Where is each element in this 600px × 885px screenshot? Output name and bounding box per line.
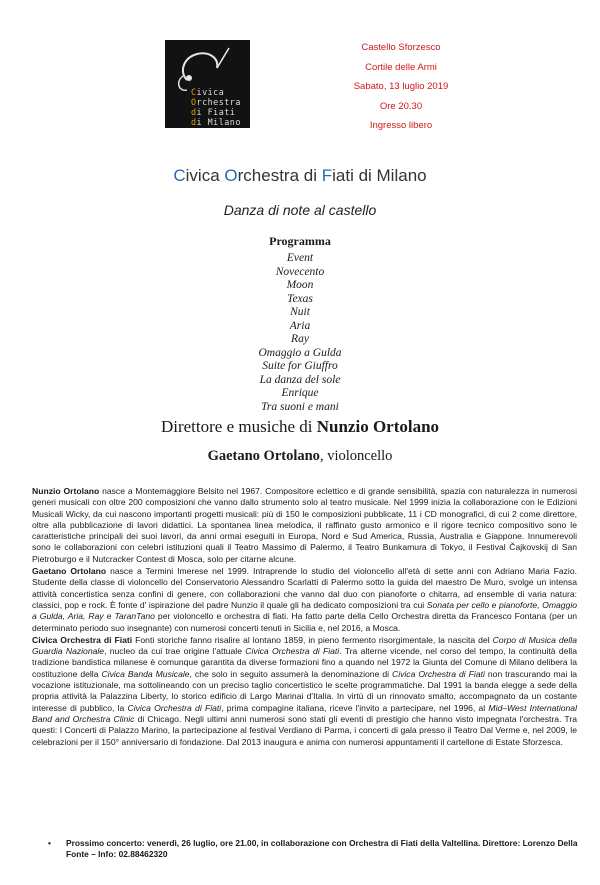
program-list: [0, 252, 600, 414]
page-title: Civica Orchestra di Fiati di Milano: [173, 166, 427, 185]
event-date: Sabato, 13 luglio 2019: [353, 81, 449, 92]
program-item: Aria: [289, 319, 311, 332]
program-item: Suite for Giuffro: [262, 360, 338, 372]
cellist-line: Gaetano Ortolano, violoncello: [207, 448, 393, 464]
program-item: Event: [286, 252, 314, 264]
page-subtitle: Danza di note al castello: [223, 202, 377, 218]
program-item: Ray: [291, 333, 309, 345]
event-entry: Ingresso libero: [369, 120, 433, 131]
bio-orchestra: Civica Orchestra di Fiati Fonti storiche fanno risalire al lontano 1859, in pieno fermento risorgimentale, la nascita del Corpo di Musica della Guardia Nazionale, nucleo da cui trae origine l'attuale Civica Orchestra di Fiati. Tra alterne vicende, nel corso del tempo, la continuità della tradizione bandistica milanese è comunque garantita da diverse formazioni fino a quando nel 1972 la Giunta del Comune di Milano delibera la costituzione della Civica Banda Musicale, che solo in seguito assumerà la denominazione di Civica Orchestra di Fiati non trascurando mai la vocazione istituzionale, ma sottolineando con un preciso taglio concertistico le scelte programmatiche. Dal 1991 la banda elegge a sede della propria attività la Palazzina Liberty, lo storico edificio di Largo Marinai d'Italia. In virtù di un rinnovato smalto, accompagnato da un costante interesse di pubblico, la Civica Orchestra di Fiati, prima compagine italiana, riceve l'invito a partecipare, nel 1996, al Mid–West International Band and Orchestra Clinic di Chicago. Negli ultimi anni numerosi sono stati gli eventi di prestigio che hanno visto impegnata l'orchestra. Tra questi: I Concerti di Palazzo Marino, la partecipazione al festival Verdiano di Parma, i concerti di gala presso il Teatro Dal Verme e, nel 2009, le celebrazioni per il 150° anniversario di fondazione. Dal 2013 inaugura e anima con numerosi appuntamenti il cartellone di Estate Sforzesca.: [32, 634, 578, 747]
director-line: Direttore e musiche di Nunzio Ortolano: [160, 417, 440, 436]
program-item: Tra suoni e mani: [261, 400, 339, 413]
program-item: Novecento: [275, 265, 325, 278]
program-item: Omaggio a Gulda: [258, 346, 342, 359]
director-name: Nunzio Ortolano: [316, 417, 440, 436]
program-item: Nuit: [290, 306, 310, 318]
bio-gaetano: Gaetano Ortolano nasce a Termini Imerese nel 1999. Intraprende lo studio del violoncello all'età di sette anni con Adriano Maria Fazio. Studente della classe di violoncello del Conservatorio Alessandro Scarlatti di Palermo sotto la guida del maestro De Muro, svolge un intensa attività concertistica senza confini di genere, con collaborazioni che vanno dal duo con pianoforte o chitarra, ad ensemble di varia natura: classici, pop e rock. È fonte d' ispirazione del padre Nunzio il quale gli ha dedicato composizioni tra cui Sonata per cello e pianoforte, Omaggio a Gulda, Aria, Ray e TaranTano per violoncello e orchestra di fiati. Ha fatto parte della Cello Orchestra diretta da Francesco Fontana (per un determinato periodo suo insegnante) con numerosi concerti tenuti in Sicilia e, nel 2016, a Mosca.: [32, 566, 578, 633]
next-concert: • Prossimo concerto: venerdì, 26 luglio, ore 21.00, in collaborazione con Orchestra di Fiati della Valtellina. Direttore: Lorenzo Della Fonte – Info: 02.88462320: [48, 838, 578, 859]
program-item: La danza del sole: [259, 373, 341, 386]
event-location: Cortile delle Armi: [365, 61, 437, 73]
logo-text: Civica Orchestra di Fiati di Milano: [191, 87, 241, 127]
event-venue: Castello Sforzesco: [361, 42, 441, 53]
bio-nunzio: Nunzio Ortolano nasce a Montemaggiore Belsito nel 1967. Compositore eclettico e di grande sensibilità, spazia con naturalezza in numerosi generi musicali con oltre 200 composizioni che vanno dallo strumento solo al teatro musicale. Nel 1999 inizia la collaborazione con le Edizioni Musicali Wicky, da cui nascono importanti progetti musicali: più di 150 le composizioni pubblicate, 11 i CD monografici, di cui 2 come direttore, oltre alla pubblicazione di lavori didattici. La spontanea linea melodica, il raffinato gusto armonico e il rigore tecnico compositivo sono le caratteristiche principali dei suoi lavori, da anni ormai eseguiti in Europa, Nord e Sud America, Russia, Australia e Giappone. Innumerevoli sono le collaborazioni con celebri istituzioni quali il Teatro Massimo di Palermo, il Teatro Bunkamura di Tokyo, il Festival Čajkovskij di San Pietroburgo e il Nutcracker Contest di Mosca, solo per citarne alcune.: [32, 486, 577, 564]
orchestra-logo: [165, 40, 250, 128]
program-item: Moon: [286, 279, 314, 291]
program-item: Texas: [287, 292, 313, 305]
bullet-icon: •: [48, 838, 51, 848]
event-info: [345, 38, 457, 136]
biography-section: [32, 486, 577, 749]
cellist-name: Gaetano Ortolano: [207, 448, 320, 464]
program-heading: Programma: [269, 234, 331, 248]
event-time: Ore 20.30: [379, 100, 423, 112]
program-item: Enrique: [281, 387, 319, 399]
